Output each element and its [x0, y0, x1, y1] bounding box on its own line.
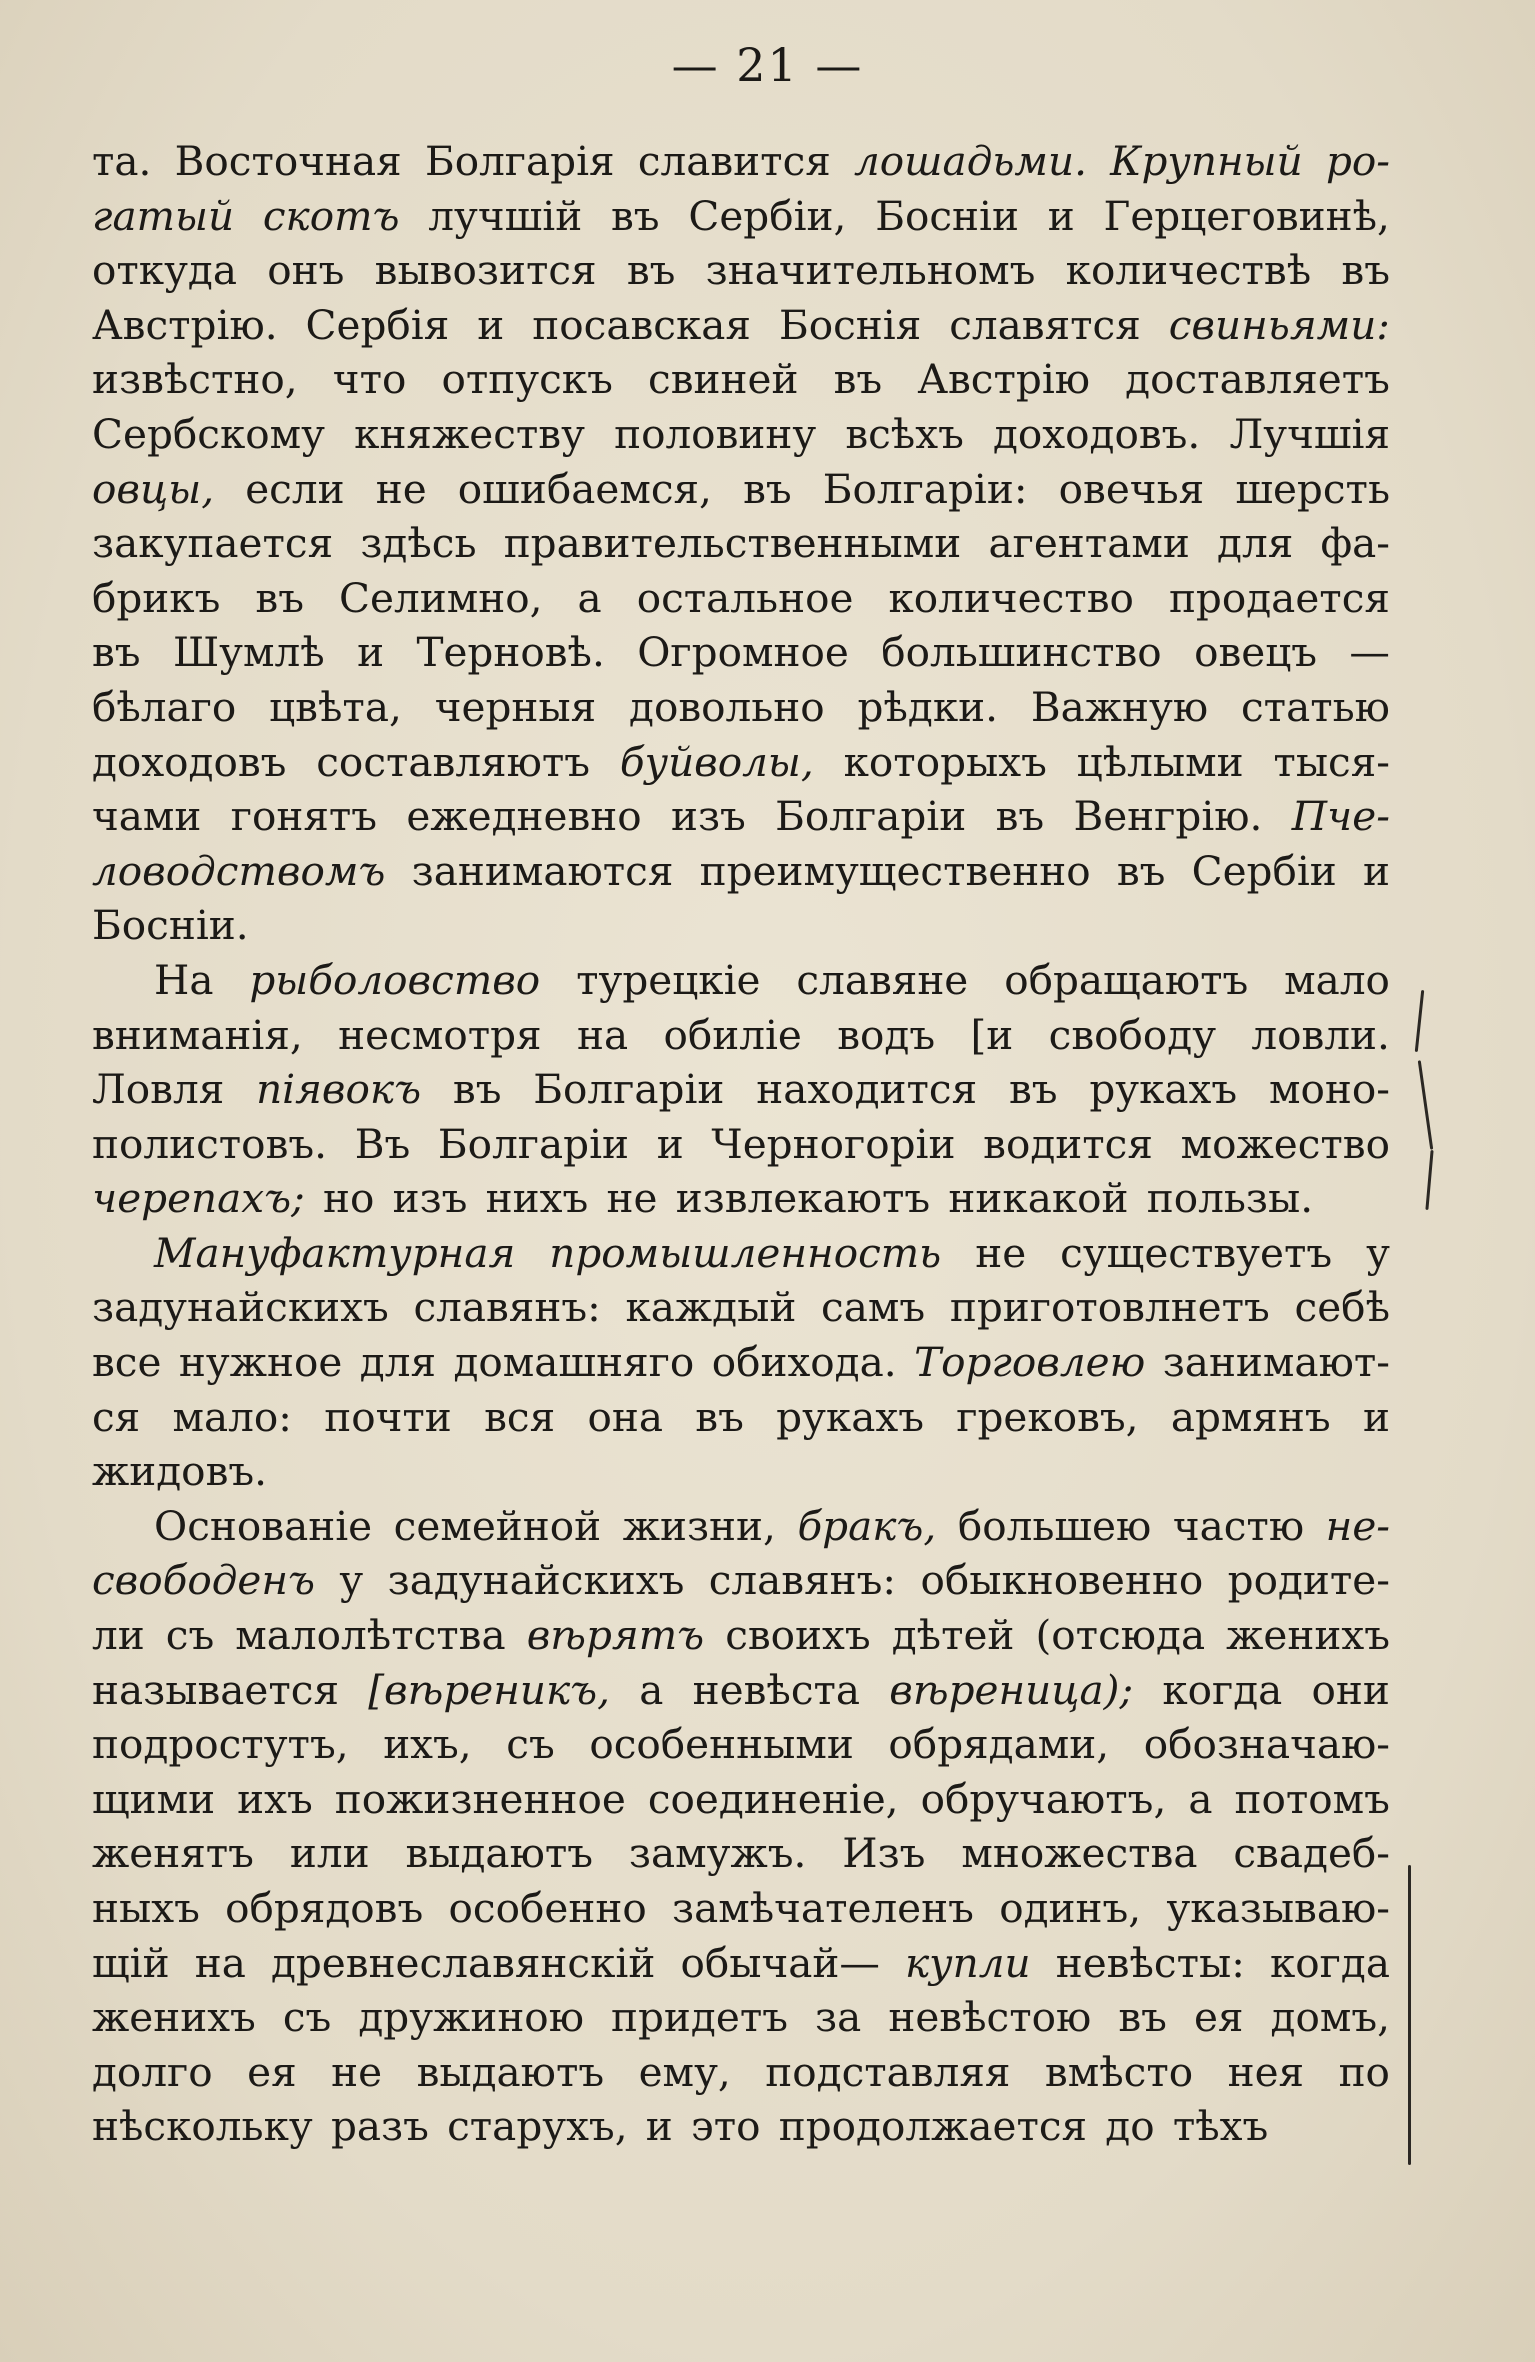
word: они	[1311, 1665, 1390, 1714]
word: старухъ,	[447, 2102, 628, 2151]
word: вмѣсто	[1044, 2047, 1194, 2096]
word: выдаютъ	[416, 2047, 605, 2096]
word: Важную	[1030, 682, 1209, 731]
text-line	[92, 953, 1390, 1008]
word: разъ	[330, 2102, 429, 2151]
word: у	[1366, 1228, 1390, 1277]
word: Венгрію.	[1073, 792, 1263, 841]
text-line	[92, 1171, 1390, 1226]
word: довольно	[629, 682, 825, 731]
word: изъ	[392, 1174, 468, 1223]
word: свиньями:	[1168, 300, 1390, 349]
word: изъ	[670, 792, 746, 841]
word: Восточная	[174, 137, 402, 185]
word: находится	[756, 1065, 978, 1114]
word: Лучшія	[1229, 409, 1390, 458]
word: извѣстно,	[92, 355, 298, 404]
word: потомъ	[1234, 1774, 1390, 1823]
word: гонятъ	[230, 792, 378, 841]
word: ся	[92, 1392, 141, 1441]
word: вывозится	[374, 246, 597, 295]
paragraph	[92, 1226, 1390, 1499]
word: замѣчателенъ	[672, 1884, 974, 1932]
word: бѣлаго	[92, 682, 237, 731]
word: женихъ	[1226, 1611, 1390, 1660]
word: армянъ	[1170, 1392, 1331, 1441]
word: лошадьми.	[854, 137, 1087, 185]
word: а	[577, 573, 602, 622]
text-line	[92, 298, 1390, 353]
word: водится	[983, 1119, 1153, 1168]
word: одинъ,	[999, 1884, 1142, 1932]
word: полистовъ.	[92, 1119, 328, 1168]
text-line	[92, 134, 1390, 189]
text-line	[92, 462, 1390, 517]
word: не	[975, 1228, 1027, 1277]
word: въ	[92, 628, 141, 677]
word: количество	[888, 573, 1134, 622]
word: Сербія	[305, 300, 450, 349]
text-line	[92, 1772, 1390, 1827]
word: которыхъ	[843, 737, 1047, 786]
word: Шумлѣ	[172, 628, 325, 677]
word: Сербіи	[1191, 846, 1337, 895]
word: [и	[970, 1010, 1014, 1059]
word: Ловля	[92, 1065, 225, 1114]
text-line	[92, 1444, 1390, 1499]
word: когда	[1269, 1938, 1390, 1987]
word: овцы,	[92, 464, 215, 513]
word: въ	[695, 1392, 744, 1441]
word: щими	[92, 1774, 216, 1823]
word: бракъ,	[797, 1501, 937, 1550]
word: подставляя	[765, 2047, 1011, 2096]
word: вся	[484, 1392, 556, 1441]
word: почти	[324, 1392, 452, 1441]
word: буйволы,	[619, 737, 814, 786]
word: и	[357, 628, 385, 677]
word: доходовъ	[92, 737, 287, 786]
word: все	[92, 1338, 162, 1387]
word: въ	[833, 355, 883, 404]
word: онъ	[267, 246, 345, 295]
word: Боснія	[778, 300, 922, 349]
word: ошибаемся,	[457, 464, 712, 513]
word: замужъ.	[628, 1829, 807, 1878]
text-line	[92, 243, 1390, 298]
word: посавская	[532, 300, 751, 349]
word: тѣхъ	[1172, 2102, 1269, 2151]
word: занимают-	[1162, 1338, 1390, 1387]
word: турецкіе	[576, 955, 761, 1004]
word: за	[815, 1993, 862, 2042]
word: никакой	[948, 1174, 1129, 1223]
word: Изъ	[842, 1829, 926, 1878]
text-line	[92, 1826, 1390, 1881]
word: Сербіи,	[688, 191, 847, 240]
word: скотъ	[262, 191, 400, 240]
word: нужное	[178, 1338, 343, 1387]
text-line	[92, 571, 1390, 626]
word: задунайскихъ	[387, 1556, 685, 1605]
word: обычай—	[680, 1938, 880, 1987]
text-line	[92, 1717, 1390, 1772]
text-line	[92, 2099, 1390, 2154]
text-line	[92, 407, 1390, 462]
word: щій	[92, 1938, 170, 1987]
word: половину	[614, 409, 817, 458]
word: занимаются	[411, 846, 674, 895]
text-line	[92, 898, 1390, 953]
word: можество	[1180, 1119, 1390, 1168]
paragraph	[92, 134, 1390, 953]
word: а	[639, 1665, 664, 1714]
word: продолжается	[778, 2102, 1088, 2151]
word: не-	[1325, 1501, 1390, 1550]
word: въ	[610, 191, 660, 240]
word: вниманія,	[92, 1010, 303, 1059]
word: дружиною	[358, 1993, 584, 2042]
word: для	[1217, 519, 1294, 568]
word: въ	[1116, 846, 1166, 895]
word: семейной	[393, 1501, 602, 1550]
word: рѣдки.	[857, 682, 999, 731]
word: Терновѣ.	[416, 628, 605, 677]
word: ея	[247, 2047, 297, 2096]
word: а	[1188, 1774, 1213, 1823]
word: невѣстою	[888, 1993, 1092, 2042]
text-line	[92, 2045, 1390, 2100]
margin-mark	[1415, 990, 1424, 1052]
margin-mark	[1425, 1150, 1433, 1210]
word: извлекаютъ	[675, 1174, 931, 1223]
word: женихъ	[92, 1993, 256, 2042]
word: грековъ,	[956, 1392, 1139, 1441]
word: когда	[1162, 1665, 1283, 1714]
text-line	[92, 789, 1390, 844]
text-line	[92, 1008, 1390, 1063]
word: родите-	[1227, 1556, 1390, 1605]
word: свободу	[1048, 1010, 1217, 1059]
word: Герцеговинѣ,	[1103, 191, 1390, 240]
text-line	[92, 352, 1390, 407]
word: Въ	[354, 1119, 411, 1168]
word: статью	[1240, 682, 1390, 731]
word: та.	[92, 137, 152, 185]
word: ныхъ	[92, 1884, 200, 1932]
word: ихъ,	[383, 1720, 472, 1769]
text-line	[92, 1280, 1390, 1335]
word: и	[645, 2102, 673, 2151]
word: ежедневно	[406, 792, 642, 841]
text-line	[92, 1335, 1390, 1390]
word: жизни,	[622, 1501, 776, 1550]
word: [вѣреникъ,	[368, 1665, 611, 1714]
body-text	[92, 134, 1390, 2154]
page-number: — 21 —	[671, 38, 864, 92]
word: Босніи.	[92, 901, 249, 950]
word: она	[587, 1392, 663, 1441]
word: правительственными	[503, 519, 962, 568]
word: обручаютъ,	[920, 1774, 1167, 1823]
word: славянъ:	[413, 1283, 601, 1332]
word: частю	[1172, 1501, 1305, 1550]
word: въ	[1008, 1065, 1058, 1114]
word: мало	[1284, 955, 1390, 1004]
word: приготовлнетъ	[949, 1283, 1270, 1332]
word: гатый	[92, 191, 235, 240]
word: черепахъ;	[92, 1174, 305, 1223]
paragraph	[92, 953, 1390, 1226]
word: въ	[743, 464, 792, 513]
word: ея	[1193, 1993, 1244, 2042]
text-line	[92, 735, 1390, 790]
word: славятся	[949, 300, 1141, 349]
word: невѣста	[692, 1665, 861, 1714]
word: отпускъ	[441, 355, 613, 404]
word: соединеніе,	[647, 1774, 899, 1823]
word: овечья	[1058, 464, 1205, 513]
text-line	[92, 516, 1390, 571]
word: тыся-	[1273, 737, 1390, 786]
word: княжеству	[354, 409, 585, 458]
word: въ	[1341, 246, 1390, 295]
word: съ	[282, 1993, 332, 2042]
word: Селимно,	[339, 573, 543, 622]
text-line	[92, 1608, 1390, 1663]
word: Австрію	[917, 355, 1091, 404]
word: свиней	[648, 355, 799, 404]
word: Огромное	[637, 628, 849, 677]
word: ли	[92, 1611, 145, 1660]
word: Мануфактурная	[154, 1228, 516, 1277]
text-line	[92, 625, 1390, 680]
text-line	[92, 1390, 1390, 1445]
word: для	[359, 1338, 437, 1387]
word: малолѣтства	[235, 1611, 506, 1660]
word: доходовъ.	[992, 409, 1201, 458]
word: до	[1105, 2102, 1155, 2151]
paragraph	[92, 1499, 1390, 2154]
word: придетъ	[611, 1993, 788, 2042]
word: фа-	[1320, 519, 1390, 568]
word: черныя	[434, 682, 597, 731]
word: овецъ	[1194, 628, 1318, 677]
word: и	[477, 300, 505, 349]
word: обрядами,	[888, 1720, 1110, 1769]
text-line	[92, 1062, 1390, 1117]
word: лучшій	[428, 191, 583, 240]
word: древнеславянскій	[270, 1938, 656, 1987]
word: Болгаріи	[775, 792, 967, 841]
word: Пче-	[1291, 792, 1390, 841]
word: большинство	[881, 628, 1162, 677]
text-line	[92, 1990, 1390, 2045]
word: цвѣта,	[269, 682, 402, 731]
word: вѣрятъ	[526, 1611, 705, 1660]
word: Болгаріи	[437, 1119, 630, 1168]
word: въ	[995, 792, 1045, 841]
text-line	[92, 1936, 1390, 1991]
word: въ	[452, 1065, 502, 1114]
word: и	[656, 1119, 684, 1168]
word: самъ	[821, 1283, 926, 1332]
word: обиліе	[663, 1010, 802, 1059]
word: нея	[1227, 2047, 1305, 2096]
word: женятъ	[92, 1829, 254, 1878]
word: каждый	[625, 1283, 797, 1332]
word: или	[289, 1829, 370, 1878]
word: жидовъ.	[92, 1447, 268, 1496]
word: множества	[961, 1829, 1198, 1878]
word: рукахъ	[776, 1392, 924, 1441]
word: ихъ	[237, 1774, 313, 1823]
word: долго	[92, 2047, 213, 2096]
word: піявокъ	[256, 1065, 422, 1114]
word: брикъ	[92, 573, 221, 622]
word: на	[576, 1010, 629, 1059]
word: славяне	[796, 955, 969, 1004]
word: моно-	[1268, 1065, 1390, 1114]
word: и	[1047, 191, 1075, 240]
word: купли	[904, 1938, 1031, 1987]
word: невѣсты:	[1055, 1938, 1245, 1987]
text-line	[92, 680, 1390, 735]
word: особенными	[589, 1720, 854, 1769]
word: домашняго	[453, 1338, 695, 1387]
word: обрядовъ	[225, 1884, 424, 1932]
text-line	[92, 1663, 1390, 1718]
word: обихода.	[711, 1338, 897, 1387]
word: указываю-	[1166, 1884, 1390, 1932]
word: славится	[637, 137, 831, 185]
word: задунайскихъ	[92, 1283, 389, 1332]
word: откуда	[92, 246, 238, 295]
word: славянъ:	[708, 1556, 897, 1605]
word: Сербскому	[92, 409, 325, 458]
word: съ	[506, 1720, 555, 1769]
margin-mark	[1408, 1865, 1411, 2165]
word: ловли.	[1251, 1010, 1390, 1059]
word: существуетъ	[1060, 1228, 1333, 1277]
word: въ	[1118, 1993, 1167, 2042]
word: Крупный	[1110, 137, 1303, 185]
word: составляютъ	[316, 737, 591, 786]
word: но	[322, 1174, 375, 1223]
word: (отсюда	[1035, 1611, 1206, 1660]
word: доставляетъ	[1125, 355, 1390, 404]
word: промышленность	[549, 1228, 942, 1277]
word: ро-	[1325, 137, 1390, 185]
word: цѣлыми	[1076, 737, 1244, 786]
word: Болгаріи	[533, 1065, 725, 1114]
word: Основаніе	[154, 1501, 373, 1550]
text-line	[92, 1553, 1390, 1608]
word: и	[1363, 846, 1390, 895]
word: мало:	[172, 1392, 292, 1441]
word: это	[691, 2102, 761, 2151]
word: водъ	[837, 1010, 936, 1059]
word: если	[245, 464, 345, 513]
word: На	[154, 955, 214, 1004]
text-line	[92, 1499, 1390, 1554]
word: здѣсь	[360, 519, 477, 568]
word: пользы.	[1146, 1174, 1314, 1223]
word: свободенъ	[92, 1556, 316, 1605]
text-line	[92, 1117, 1390, 1172]
word: агентами	[988, 519, 1190, 568]
word: въ	[255, 573, 304, 622]
word: не	[331, 2047, 383, 2096]
word: остальное	[636, 573, 854, 622]
word: чами	[92, 792, 202, 841]
word: не	[606, 1174, 658, 1223]
word: Австрію.	[92, 300, 278, 349]
word: продается	[1168, 573, 1390, 622]
text-line	[92, 844, 1390, 899]
word: большею	[957, 1501, 1152, 1550]
word: и	[1363, 1392, 1390, 1441]
word: несмотря	[338, 1010, 542, 1059]
word: Черногоріи	[711, 1119, 956, 1168]
word: Босніи	[875, 191, 1019, 240]
word: своихъ	[725, 1611, 871, 1660]
word: пожизненное	[334, 1774, 626, 1823]
word: дѣтей	[891, 1611, 1015, 1660]
text-line	[92, 189, 1390, 244]
word: шерсть	[1235, 464, 1390, 513]
word: выдаютъ	[405, 1829, 594, 1878]
word: обращаютъ	[1004, 955, 1249, 1004]
word: Торговлею	[914, 1338, 1146, 1387]
word: преимущественно	[699, 846, 1091, 895]
word: ловодствомъ	[92, 846, 386, 895]
word: всѣхъ	[845, 409, 964, 458]
word: на	[194, 1938, 246, 1987]
word: особенно	[448, 1884, 647, 1932]
word: обыкновенно	[920, 1556, 1204, 1605]
word: вѣреница);	[889, 1665, 1134, 1714]
word: закупается	[92, 519, 334, 568]
text-line	[92, 1226, 1390, 1281]
word: подростутъ,	[92, 1720, 349, 1769]
word: Болгарія	[424, 137, 615, 185]
word: ему,	[638, 2047, 731, 2096]
word: не	[375, 464, 427, 513]
word: —	[1349, 628, 1390, 677]
word: рукахъ	[1089, 1065, 1238, 1114]
word: нихъ	[485, 1174, 589, 1223]
word: количествѣ	[1065, 246, 1312, 295]
word: свадеб-	[1233, 1829, 1390, 1878]
word: себѣ	[1294, 1283, 1390, 1332]
margin-mark	[1418, 1060, 1433, 1150]
word: съ	[165, 1611, 215, 1660]
word: что	[332, 355, 407, 404]
word: въ	[626, 246, 676, 295]
word: домъ,	[1270, 1993, 1390, 2042]
word: у	[339, 1556, 364, 1605]
word: обозначаю-	[1143, 1720, 1390, 1769]
word: нѣскольку	[92, 2102, 313, 2151]
word: рыболовство	[249, 955, 541, 1004]
word: называется	[92, 1665, 340, 1714]
text-line	[92, 1881, 1390, 1936]
word: значительномъ	[705, 246, 1036, 295]
word: по	[1338, 2047, 1390, 2096]
word: Болгаріи:	[822, 464, 1028, 513]
